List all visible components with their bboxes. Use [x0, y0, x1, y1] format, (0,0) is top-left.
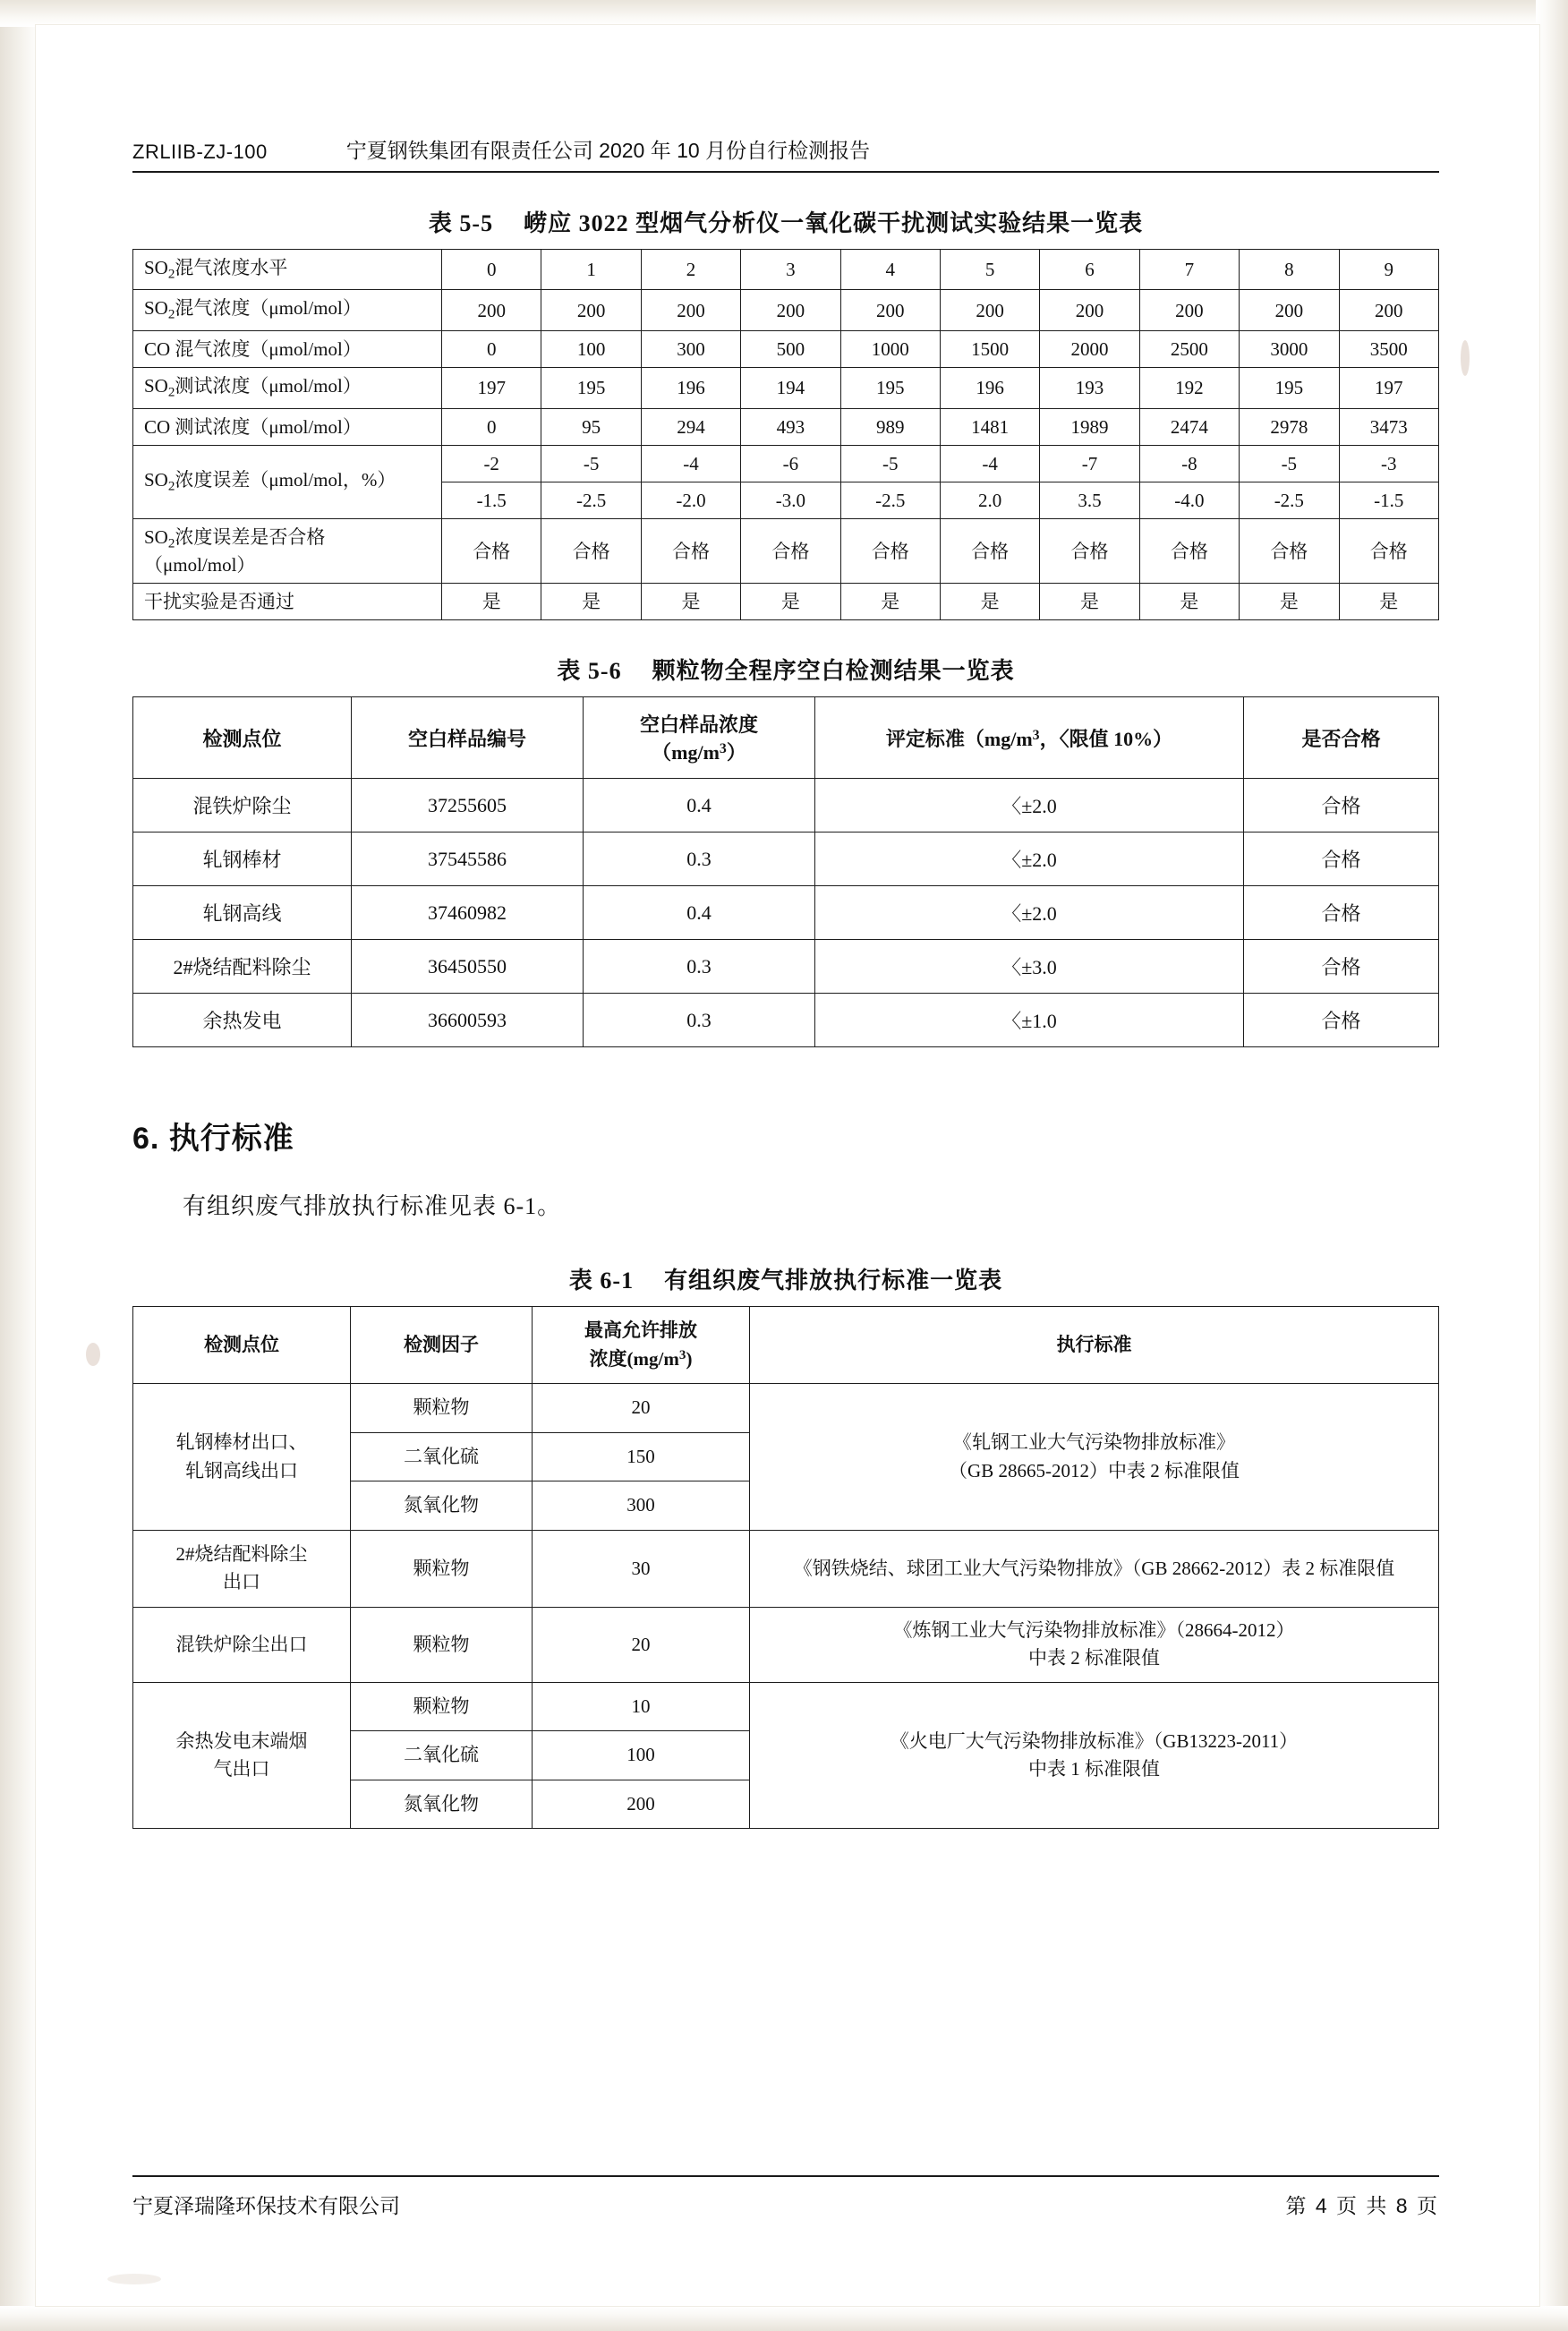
cell-so2err-pct-3: -3.0: [741, 482, 840, 519]
table-6-1-caption-text: 有组织废气排放执行标准一览表: [664, 1268, 1003, 1294]
cell-so2mix-6: 200: [1040, 290, 1139, 330]
table-row: [133, 445, 1439, 482]
cell-so2test-2: 196: [641, 368, 740, 408]
cell-limit: 100: [533, 1731, 750, 1780]
cell-point-group-4: 余热发电末端烟 气出口: [133, 1682, 351, 1829]
document-footer: [132, 2175, 1439, 2219]
scan-edge-top: [0, 0, 1568, 27]
table-row: [133, 368, 1439, 408]
document-code: ZRLIIB-ZJ-100: [132, 141, 268, 163]
cell-interf-6: 是: [1040, 584, 1139, 620]
cell-limit: 30: [533, 1530, 750, 1607]
cell-point: 轧钢棒材: [133, 832, 352, 886]
table-row: [133, 1530, 1439, 1607]
cell-so2errpass-0: 合格: [442, 519, 541, 584]
cell-point: 余热发电: [133, 994, 352, 1047]
cell-so2test-6: 193: [1040, 368, 1139, 408]
footer-page-number: 第 4 页 共 8 页: [1285, 2194, 1439, 2217]
cell-comix-2: 300: [641, 330, 740, 367]
cell-interf-3: 是: [741, 584, 840, 620]
cell-sample-no: 37460982: [352, 886, 584, 940]
cell-conc: 0.3: [584, 832, 815, 886]
cell-limit: 20: [533, 1384, 750, 1433]
table-5-5: [132, 249, 1439, 620]
cell-criteria: 〈±3.0: [815, 940, 1244, 994]
scan-speck: [107, 2274, 161, 2284]
cell-factor: 颗粒物: [351, 1682, 533, 1731]
table-row: [133, 330, 1439, 367]
cell-standard-group-4: 《火电厂大气污染物排放标准》（GB13223-2011） 中表 1 标准限值: [750, 1682, 1439, 1829]
cell-comix-3: 500: [741, 330, 840, 367]
cell-so2err-abs-1: -5: [541, 445, 641, 482]
table-5-6: [132, 696, 1439, 1047]
row-label-so2-test: $SO_2$测试浓度（μmol/mol）: [133, 368, 442, 408]
cell-so2errpass-5: 合格: [940, 519, 1039, 584]
cell-factor: 二氧化硫: [351, 1432, 533, 1481]
cell-cotest-6: 1989: [1040, 408, 1139, 445]
cell-so2mix-4: 200: [840, 290, 940, 330]
cell-level-9: 9: [1339, 250, 1438, 290]
cell-qualified: 合格: [1244, 994, 1439, 1047]
cell-so2err-abs-0: -2: [442, 445, 541, 482]
cell-conc: 0.3: [584, 940, 815, 994]
cell-so2errpass-7: 合格: [1139, 519, 1239, 584]
table-header-row: [133, 697, 1439, 779]
cell-so2err-abs-3: -6: [741, 445, 840, 482]
cell-level-4: 4: [840, 250, 940, 290]
cell-conc: 0.4: [584, 779, 815, 832]
cell-so2test-3: 194: [741, 368, 840, 408]
table-row: [133, 584, 1439, 620]
cell-factor: 二氧化硫: [351, 1731, 533, 1780]
cell-limit: 10: [533, 1682, 750, 1731]
cell-qualified: 合格: [1244, 832, 1439, 886]
table-5-5-caption-number: 表 5-5: [428, 210, 494, 236]
footer-divider: [132, 2175, 1439, 2177]
document-header: [132, 134, 1439, 173]
cell-level-2: 2: [641, 250, 740, 290]
table-row: [133, 886, 1439, 940]
cell-sample-no: 37255605: [352, 779, 584, 832]
cell-comix-0: 0: [442, 330, 541, 367]
table-row: [133, 940, 1439, 994]
cell-factor: 氮氧化物: [351, 1481, 533, 1531]
cell-so2err-abs-5: -4: [940, 445, 1039, 482]
cell-point-group-3: 混铁炉除尘出口: [133, 1607, 351, 1682]
cell-so2err-pct-6: 3.5: [1040, 482, 1139, 519]
cell-comix-8: 3000: [1240, 330, 1339, 367]
scan-speck: [86, 1343, 100, 1366]
cell-cotest-8: 2978: [1240, 408, 1339, 445]
cell-so2test-0: 197: [442, 368, 541, 408]
cell-so2err-abs-7: -8: [1139, 445, 1239, 482]
cell-so2err-pct-5: 2.0: [940, 482, 1039, 519]
row-label-so2-level: $SO_2$混气浓度水平: [133, 250, 442, 290]
cell-factor: 氮氧化物: [351, 1780, 533, 1829]
cell-so2mix-7: 200: [1139, 290, 1239, 330]
cell-level-8: 8: [1240, 250, 1339, 290]
row-label-co-test: CO 测试浓度（μmol/mol）: [133, 408, 442, 445]
table-5-5-caption: [132, 205, 1439, 238]
cell-limit: 150: [533, 1432, 750, 1481]
header-blank-conc: 空白样品浓度 $(mg/m^3)$: [584, 697, 815, 779]
header-factor: 检测因子: [351, 1307, 533, 1384]
cell-so2test-1: 195: [541, 368, 641, 408]
cell-qualified: 合格: [1244, 886, 1439, 940]
cell-so2err-abs-8: -5: [1240, 445, 1339, 482]
cell-limit: 300: [533, 1481, 750, 1531]
scan-speck: [1461, 340, 1470, 376]
cell-interf-1: 是: [541, 584, 641, 620]
cell-qualified: 合格: [1244, 940, 1439, 994]
scan-edge-right: [1536, 0, 1568, 2331]
cell-so2err-abs-6: -7: [1040, 445, 1139, 482]
cell-criteria: 〈±1.0: [815, 994, 1244, 1047]
table-row: [133, 1607, 1439, 1682]
cell-so2errpass-1: 合格: [541, 519, 641, 584]
cell-factor: 颗粒物: [351, 1607, 533, 1682]
header-qualified: 是否合格: [1244, 697, 1439, 779]
cell-so2mix-5: 200: [940, 290, 1039, 330]
cell-factor: 颗粒物: [351, 1530, 533, 1607]
row-label-interference-pass: 干扰实验是否通过: [133, 584, 442, 620]
cell-so2err-pct-1: -2.5: [541, 482, 641, 519]
table-row: [133, 250, 1439, 290]
table-6-1-caption-number: 表 6-1: [568, 1268, 635, 1294]
cell-cotest-1: 95: [541, 408, 641, 445]
cell-so2errpass-4: 合格: [840, 519, 940, 584]
footer-company: 宁夏泽瑞隆环保技术有限公司: [132, 2194, 400, 2217]
cell-sample-no: 36450550: [352, 940, 584, 994]
cell-comix-5: 1500: [940, 330, 1039, 367]
cell-standard-group-3: 《炼钢工业大气污染物排放标准》（28664-2012） 中表 2 标准限值: [750, 1607, 1439, 1682]
cell-interf-0: 是: [442, 584, 541, 620]
table-row: [133, 408, 1439, 445]
cell-so2err-abs-9: -3: [1339, 445, 1438, 482]
cell-cotest-3: 493: [741, 408, 840, 445]
table-5-6-caption: [132, 653, 1439, 686]
cell-criteria: 〈±2.0: [815, 832, 1244, 886]
row-label-so2-error-pass: $SO_2$浓度误差是否合格 （μmol/mol）: [133, 519, 442, 584]
cell-interf-8: 是: [1240, 584, 1339, 620]
document-body: [132, 134, 1439, 1829]
cell-standard-group-2: 《钢铁烧结、球团工业大气污染物排放》（GB 28662-2012）表 2 标准限值: [750, 1530, 1439, 1607]
cell-comix-9: 3500: [1339, 330, 1438, 367]
table-row: [133, 290, 1439, 330]
cell-comix-6: 2000: [1040, 330, 1139, 367]
header-point: 检测点位: [133, 697, 352, 779]
cell-level-7: 7: [1139, 250, 1239, 290]
cell-point: 混铁炉除尘: [133, 779, 352, 832]
cell-level-1: 1: [541, 250, 641, 290]
cell-interf-7: 是: [1139, 584, 1239, 620]
header-standard: 执行标准: [750, 1307, 1439, 1384]
cell-so2err-pct-0: -1.5: [442, 482, 541, 519]
document-title: 宁夏钢铁集团有限责任公司 2020 年 10 月份自行检测报告: [345, 139, 871, 162]
cell-so2test-9: 197: [1339, 368, 1438, 408]
cell-interf-4: 是: [840, 584, 940, 620]
scan-edge-left: [0, 0, 39, 2331]
cell-criteria: 〈±2.0: [815, 779, 1244, 832]
cell-so2errpass-6: 合格: [1040, 519, 1139, 584]
cell-cotest-5: 1481: [940, 408, 1039, 445]
cell-criteria: 〈±2.0: [815, 886, 1244, 940]
cell-so2test-7: 192: [1139, 368, 1239, 408]
section-6-paragraph: 有组织废气排放执行标准见表 6-1。: [183, 1193, 562, 1220]
table-5-6-caption-number: 表 5-6: [557, 658, 622, 685]
row-label-so2-mix: $SO_2$混气浓度（μmol/mol）: [133, 290, 442, 330]
header-limit: 最高允许排放 浓度$(mg/m^3)$: [533, 1307, 750, 1384]
table-header-row: [133, 1307, 1439, 1384]
section-heading-6: 6. 执行标准: [132, 1122, 294, 1157]
cell-so2errpass-8: 合格: [1240, 519, 1339, 584]
cell-point: 轧钢高线: [133, 886, 352, 940]
cell-limit: 200: [533, 1780, 750, 1829]
cell-so2mix-2: 200: [641, 290, 740, 330]
cell-interf-2: 是: [641, 584, 740, 620]
table-row: [133, 519, 1439, 584]
cell-cotest-4: 989: [840, 408, 940, 445]
row-label-co-mix: CO 混气浓度（μmol/mol）: [133, 330, 442, 367]
cell-so2mix-0: 200: [442, 290, 541, 330]
cell-point: 2#烧结配料除尘: [133, 940, 352, 994]
cell-sample-no: 37545586: [352, 832, 584, 886]
row-label-so2-error: $SO_2$浓度误差（μmol/mol，%）: [133, 445, 442, 519]
cell-point-group-2: 2#烧结配料除尘 出口: [133, 1530, 351, 1607]
cell-so2mix-8: 200: [1240, 290, 1339, 330]
cell-interf-9: 是: [1339, 584, 1438, 620]
cell-comix-1: 100: [541, 330, 641, 367]
cell-so2mix-9: 200: [1339, 290, 1438, 330]
cell-level-5: 5: [940, 250, 1039, 290]
cell-so2err-pct-2: -2.0: [641, 482, 740, 519]
cell-comix-7: 2500: [1139, 330, 1239, 367]
cell-so2err-abs-2: -4: [641, 445, 740, 482]
cell-so2err-pct-4: -2.5: [840, 482, 940, 519]
cell-standard-group-1: 《轧钢工业大气污染物排放标准》 （GB 28665-2012）中表 2 标准限值: [750, 1384, 1439, 1531]
table-row: [133, 832, 1439, 886]
cell-cotest-0: 0: [442, 408, 541, 445]
cell-sample-no: 36600593: [352, 994, 584, 1047]
cell-qualified: 合格: [1244, 779, 1439, 832]
header-point: 检测点位: [133, 1307, 351, 1384]
scan-edge-bottom: [0, 2306, 1568, 2331]
table-5-5-caption-text: 崂应 3022 型烟气分析仪一氧化碳干扰测试实验结果一览表: [524, 210, 1144, 236]
table-row: [133, 1384, 1439, 1433]
cell-point-group-1: 轧钢棒材出口、 轧钢高线出口: [133, 1384, 351, 1531]
table-6-1: [132, 1306, 1439, 1829]
header-divider: [132, 171, 1439, 173]
cell-so2mix-1: 200: [541, 290, 641, 330]
cell-conc: 0.3: [584, 994, 815, 1047]
cell-factor: 颗粒物: [351, 1384, 533, 1433]
table-row: [133, 994, 1439, 1047]
cell-so2err-abs-4: -5: [840, 445, 940, 482]
cell-so2errpass-2: 合格: [641, 519, 740, 584]
table-6-1-caption: [132, 1262, 1439, 1295]
table-row: [133, 779, 1439, 832]
cell-so2errpass-3: 合格: [741, 519, 840, 584]
cell-so2err-pct-8: -2.5: [1240, 482, 1339, 519]
cell-so2mix-3: 200: [741, 290, 840, 330]
cell-so2err-pct-9: -1.5: [1339, 482, 1438, 519]
cell-level-0: 0: [442, 250, 541, 290]
cell-so2test-8: 195: [1240, 368, 1339, 408]
cell-cotest-9: 3473: [1339, 408, 1438, 445]
cell-interf-5: 是: [940, 584, 1039, 620]
cell-so2errpass-9: 合格: [1339, 519, 1438, 584]
header-sample-no: 空白样品编号: [352, 697, 584, 779]
cell-so2test-5: 196: [940, 368, 1039, 408]
table-row: [133, 1682, 1439, 1731]
cell-comix-4: 1000: [840, 330, 940, 367]
cell-so2test-4: 195: [840, 368, 940, 408]
header-criteria: 评定标准（$mg/m^3$，〈限值 10%）: [815, 697, 1244, 779]
cell-level-3: 3: [741, 250, 840, 290]
cell-conc: 0.4: [584, 886, 815, 940]
table-5-6-caption-text: 颗粒物全程序空白检测结果一览表: [652, 658, 1015, 685]
cell-so2err-pct-7: -4.0: [1139, 482, 1239, 519]
cell-cotest-2: 294: [641, 408, 740, 445]
cell-cotest-7: 2474: [1139, 408, 1239, 445]
cell-limit: 20: [533, 1607, 750, 1682]
cell-level-6: 6: [1040, 250, 1139, 290]
